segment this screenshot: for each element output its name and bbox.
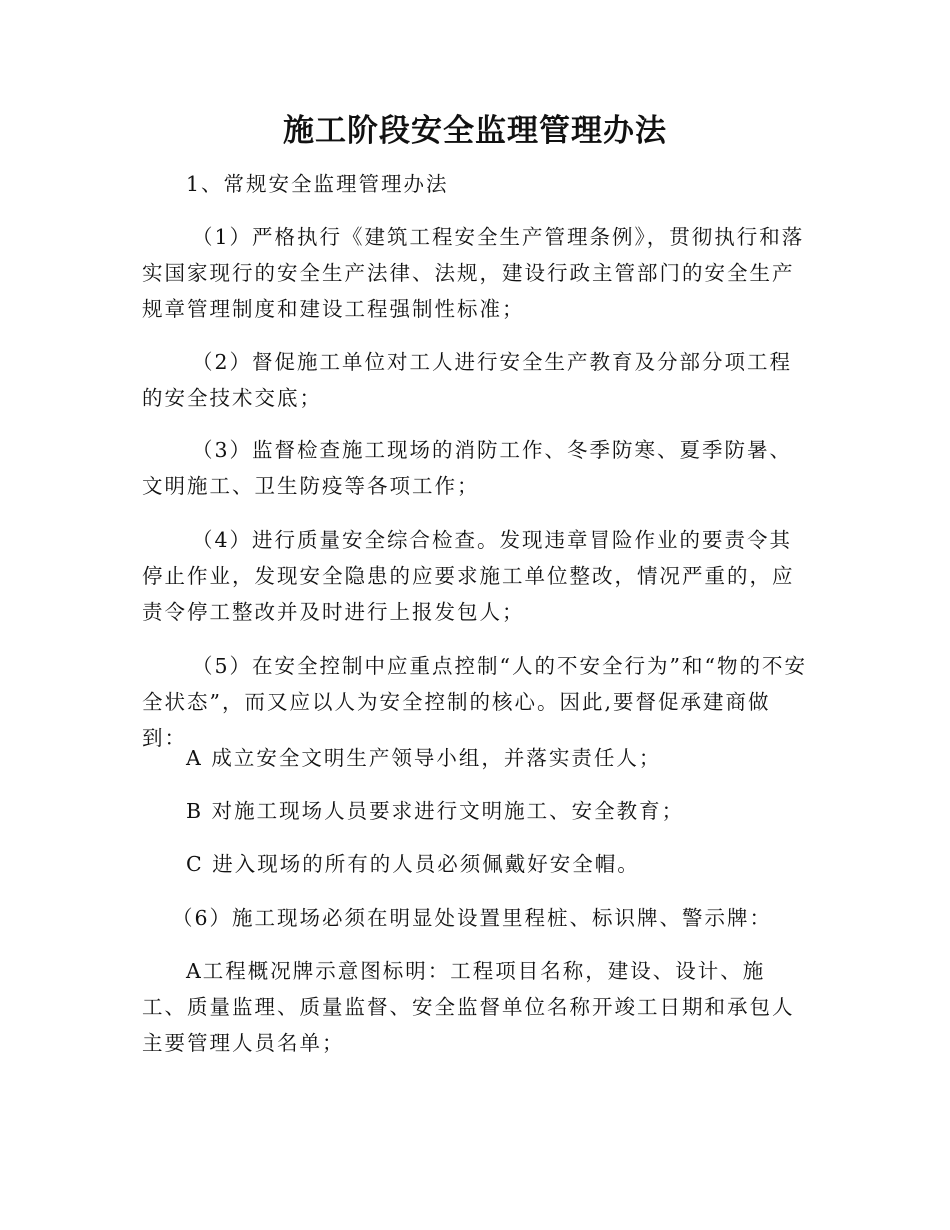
list-item-c: C 进入现场的所有的人员必须佩戴好安全帽。 [186, 852, 640, 876]
section-heading: 1、常规安全监理管理办法 [186, 172, 449, 196]
paragraph-item-6: （6）施工现场必须在明显处设置里程桩、标识牌、警示牌： [172, 906, 773, 930]
list-item-a: A 成立安全文明生产领导小组，并落实责任人； [186, 746, 662, 770]
list-item-b: B 对施工现场人员要求进行文明施工、安全教育； [186, 799, 685, 823]
paragraph-item-3: （3）监督检查施工现场的消防工作、冬季防寒、夏季防暑、文明施工、卫生防疫等各项工作； [142, 438, 793, 498]
document-title: 施工阶段安全监理管理办法 [283, 113, 667, 149]
paragraph-item-1: （1）严格执行《建筑工程安全生产管理条例》，贯彻执行和落实国家现行的安全生产法律、法规，建设行政主管部门的安全生产规章管理制度和建设工程强制性标准； [142, 225, 805, 321]
paragraph-item-4: （4）进行质量安全综合检查。发现违章冒险作业的要责令其停止作业，发现安全隐患的应要求施工单位整改，情况严重的，应责令停工整改并及时进行上报发包人； [142, 528, 795, 624]
paragraph-item-5: （5）在安全控制中应重点控制“人的不安全行为”和“物的不安全状态”，而又应以人为安全控制的核心。因此,要督促承建商做到： [142, 654, 807, 750]
paragraph-item-2: （2）督促施工单位对工人进行安全生产教育及分部分项工程的安全技术交底； [142, 350, 793, 410]
list-item-a-project-board: A工程概况牌示意图标明：工程项目名称，建设、设计、施工、质量监理、质量监督、安全监督单位名称开竣工日期和承包人主要管理人员名单； [142, 959, 795, 1055]
